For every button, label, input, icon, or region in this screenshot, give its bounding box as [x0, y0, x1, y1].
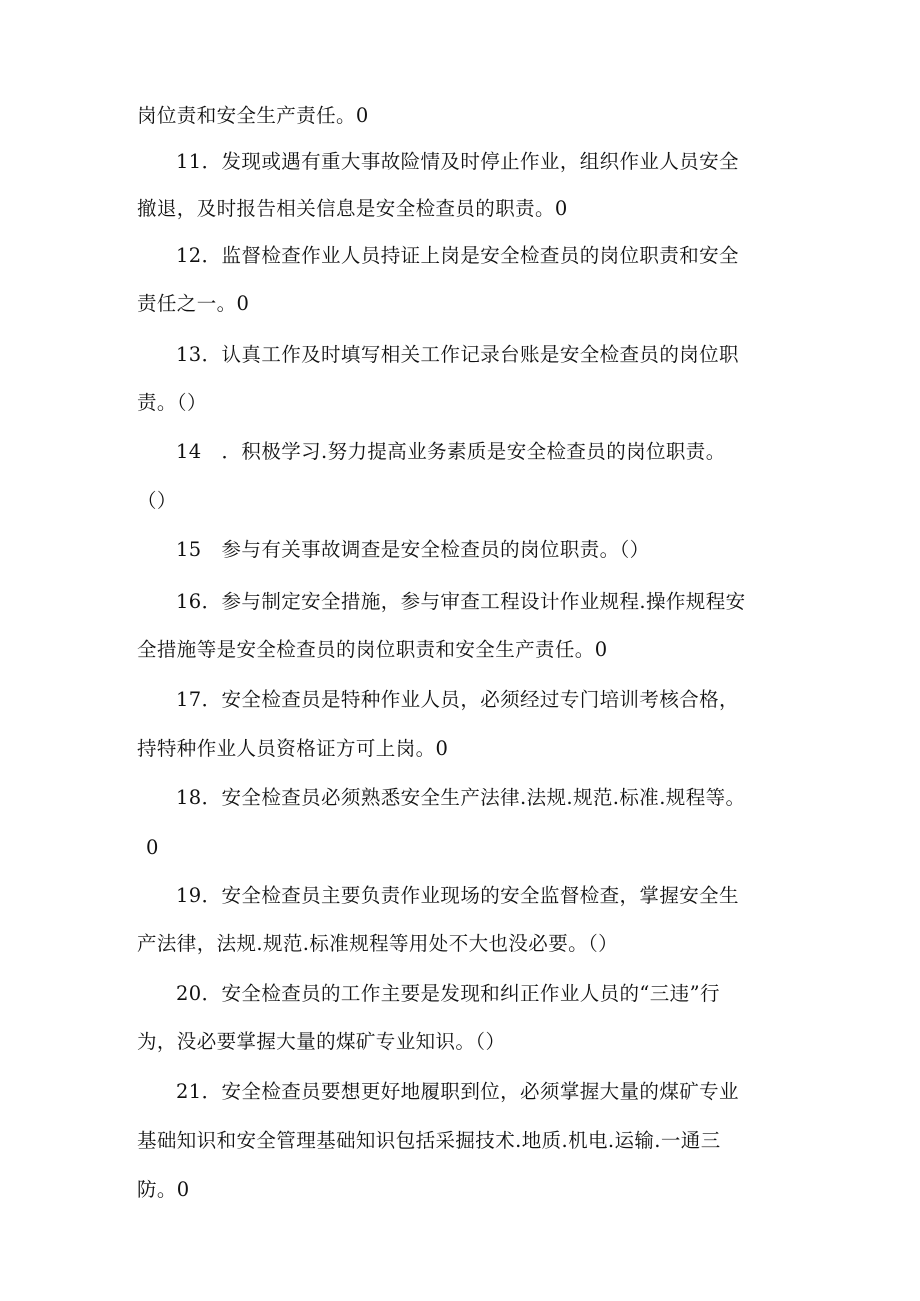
text-line: 全措施等是安全检查员的岗位职责和安全生产责任。0	[137, 638, 608, 661]
text-line: 20．安全检查员的工作主要是发现和纠正作业人员的“三违”行	[176, 982, 720, 1005]
text-line: 21．安全检查员要想更好地履职到位，必须掌握大量的煤矿专业	[176, 1080, 739, 1103]
text-line: 责任之一。0	[137, 292, 250, 315]
text-line: 13．认真工作及时填写相关工作记录台账是安全检查员的岗位职	[176, 343, 739, 366]
text-line: 11．发现或遇有重大事故险情及时停止作业，组织作业人员安全	[176, 150, 739, 173]
text-line: 基础知识和安全管理基础知识包括采掘技术.地质.机电.运输.一通三	[137, 1129, 721, 1152]
text-line: 12．监督检查作业人员持证上岗是安全检查员的岗位职责和安全	[176, 244, 739, 267]
text-line: 17．安全检查员是特种作业人员，必须经过专门培训考核合格，	[176, 688, 739, 711]
text-line: 持特种作业人员资格证方可上岗。0	[137, 737, 449, 760]
text-line: 撤退，及时报告相关信息是安全检查员的职责。0	[137, 197, 568, 220]
text-line: 14 ．积极学习.努力提高业务素质是安全检查员的岗位职责。	[176, 440, 726, 463]
text-line: 为，没必要掌握大量的煤矿专业知识。（）	[137, 1030, 506, 1053]
text-line: 15 参与有关事故调查是安全检查员的岗位职责。（）	[176, 538, 650, 561]
text-line: 19．安全检查员主要负责作业现场的安全监督检查，掌握安全生	[176, 884, 739, 907]
text-line: 产法律，法规.规范.标准规程等用处不大也没必要。（）	[137, 932, 619, 955]
text-line: 责。（）	[137, 391, 207, 414]
text-line: 防。0	[137, 1178, 190, 1201]
text-line: 16．参与制定安全措施，参与审查工程设计作业规程.操作规程安	[176, 590, 746, 613]
text-line: 18．安全检查员必须熟悉安全生产法律.法规.规范.标准.规程等。	[176, 786, 746, 809]
text-line: （）	[137, 489, 177, 512]
text-line: 0	[146, 836, 159, 859]
text-line: 岗位责和安全生产责任。0	[137, 104, 369, 127]
